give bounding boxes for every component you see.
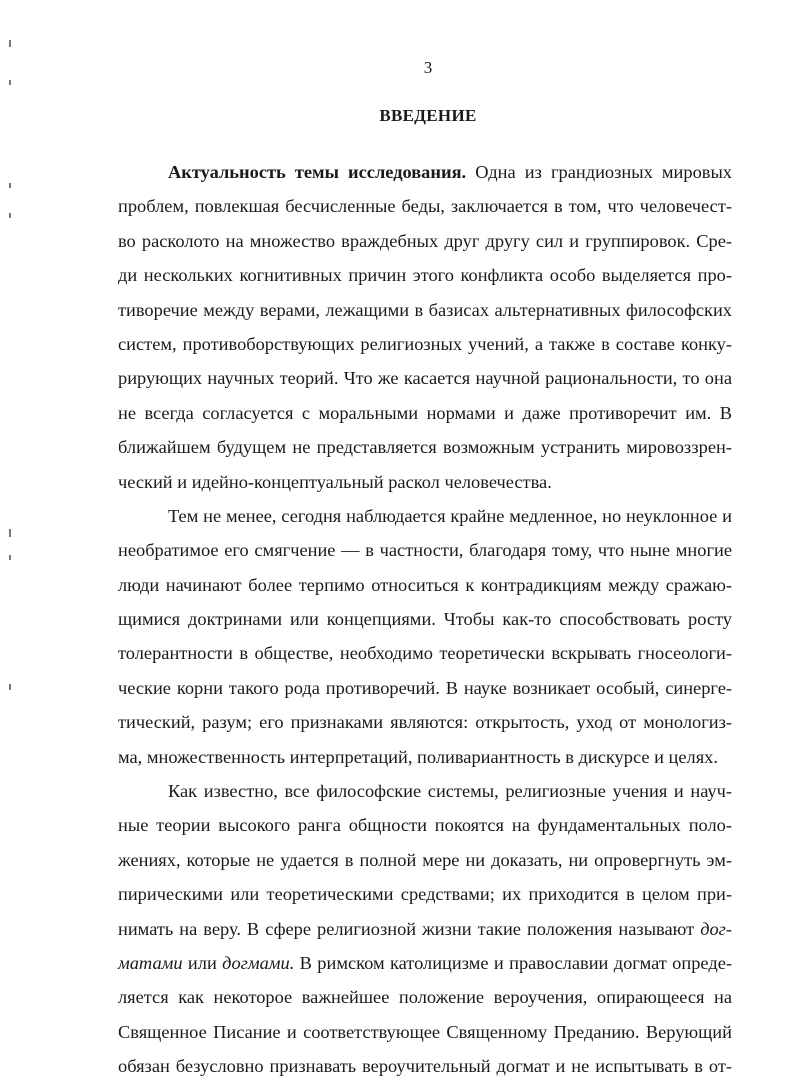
text-line: толерантности в обществе, необходимо теоретически вскрывать гносеологи- bbox=[118, 643, 732, 664]
paragraph-tolerance bbox=[118, 499, 732, 774]
text-line: Священное Писание и соответствующее Священному Преданию. Верующий bbox=[118, 1021, 732, 1042]
text-line: тиворечие между верами, лежащими в базисах альтернативных философских bbox=[118, 299, 732, 320]
relevance-lead: Актуальность темы исследования. bbox=[168, 162, 467, 182]
paragraph-dogmas bbox=[118, 774, 732, 1084]
text-line bbox=[118, 912, 732, 946]
text-line: рирующих научных теорий. Что же касается научной рациональности, то она bbox=[118, 368, 732, 389]
paragraph-relevance bbox=[118, 155, 732, 499]
text-line: тический, разум; его признаками являются: открытость, уход от монологиз- bbox=[118, 712, 732, 733]
italic-term: дог- bbox=[700, 918, 732, 939]
text-line: ляется как некоторое важнейшее положение вероучения, опирающееся на bbox=[118, 987, 732, 1008]
scan-mark bbox=[9, 183, 11, 188]
section-heading: ВВЕДЕНИЕ bbox=[379, 106, 477, 125]
text-line: щимися доктринами или концепциями. Чтобы как-то способствовать росту bbox=[118, 609, 732, 630]
text-line: обязан безусловно признавать вероучительный догмат и не испытывать в от- bbox=[118, 1056, 732, 1077]
text-line: ближайшем будущем не представляется возможным устранить мировоззрен- bbox=[118, 437, 732, 458]
scan-mark bbox=[9, 529, 11, 537]
text-line: необратимое его смягчение — в частности, благодаря тому, что ныне многие bbox=[118, 540, 732, 561]
scan-mark bbox=[9, 40, 11, 47]
text-fragment: или bbox=[182, 952, 223, 973]
text-line: ные теории высокого ранга общности покоятся на фундаментальных поло- bbox=[118, 815, 732, 836]
text-line: ческий и идейно-концептуальный раскол человечества. bbox=[118, 471, 552, 492]
text-fragment: Одна из грандиозных мировых bbox=[466, 162, 732, 182]
scan-mark bbox=[9, 684, 11, 690]
text-line: люди начинают более терпимо относиться к контрадикциям между сражаю- bbox=[118, 574, 732, 595]
text-line bbox=[118, 946, 732, 980]
text-fragment: нимать на веру. В сфере религиозной жизни такие положения называют bbox=[118, 918, 701, 939]
text-line: систем, противоборствующих религиозных учений, а также в составе конку- bbox=[118, 333, 732, 354]
text-line bbox=[118, 155, 732, 189]
italic-term: догмами. bbox=[222, 952, 295, 973]
text-line: проблем, повлекшая бесчисленные беды, заключается в том, что человечест- bbox=[118, 196, 732, 217]
scan-mark bbox=[9, 555, 11, 560]
text-line: не всегда согласуется с моральными нормами и даже противоречит им. В bbox=[118, 402, 732, 423]
scan-mark bbox=[9, 213, 11, 218]
text-line: ди нескольких когнитивных причин этого конфликта особо выделяется про- bbox=[118, 265, 732, 286]
document-body bbox=[118, 155, 732, 1084]
text-line: во расколото на множество враждебных друг другу сил и группировок. Сре- bbox=[118, 230, 732, 251]
page-number: 3 bbox=[423, 58, 433, 77]
text-line: жениях, которые не удается в полной мере ни доказать, ни опровергнуть эм- bbox=[118, 849, 732, 870]
text-line: ма, множественность интерпретаций, поливариантность в дискурсе и целях. bbox=[118, 746, 718, 767]
text-line: Как известно, все философские системы, религиозные учения и науч- bbox=[168, 781, 732, 802]
text-line: ческие корни такого рода противоречий. В науке возникает особый, синерге- bbox=[118, 677, 732, 698]
text-fragment: В римском католицизме и православии догмат опреде- bbox=[294, 952, 732, 973]
text-line: пирическими или теоретическими средствами; их приходится в целом при- bbox=[118, 884, 732, 905]
scan-mark bbox=[9, 80, 11, 85]
italic-term: матами bbox=[118, 952, 183, 973]
text-line: Тем не менее, сегодня наблюдается крайне медленное, но неуклонное и bbox=[168, 505, 732, 526]
